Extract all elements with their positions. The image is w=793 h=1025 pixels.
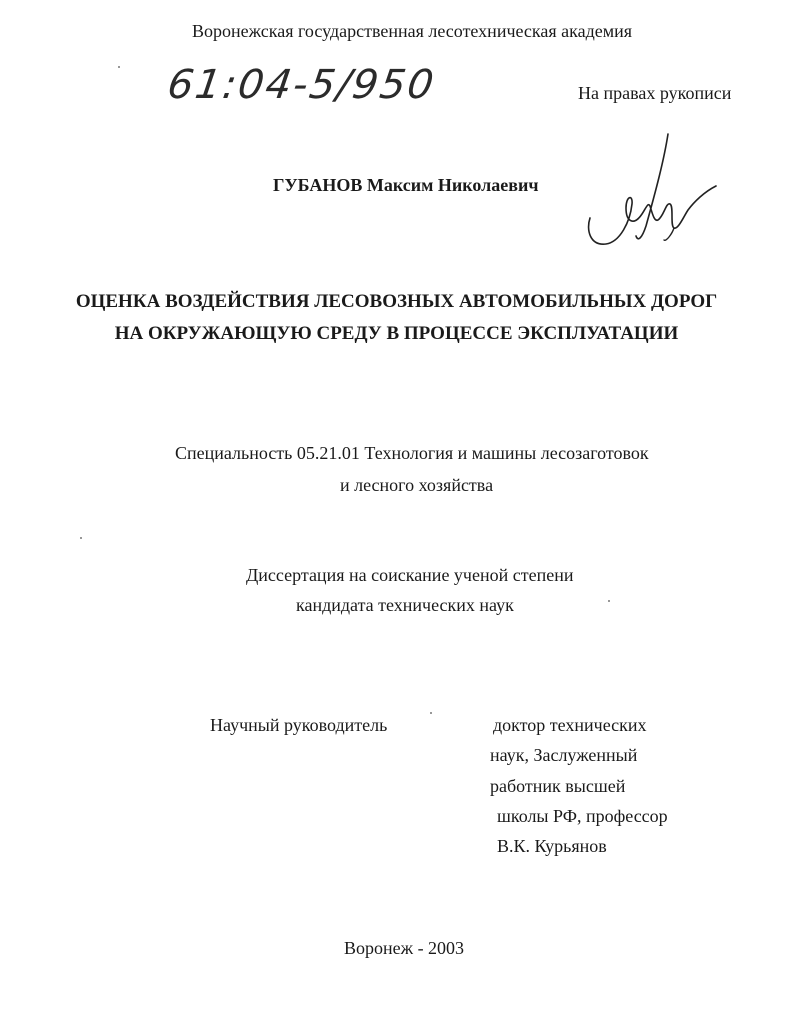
city-year: Воронеж - 2003 (344, 938, 465, 958)
supervisor-credential-line: работник высшей (490, 776, 626, 796)
author-name: ГУБАНОВ Максим Николаевич (273, 175, 539, 195)
supervisor-credential-line: доктор технических (493, 715, 647, 735)
institution-name: Воронежская государственная лесотехническая академия (192, 21, 633, 41)
rights-note: На правах рукописи (578, 83, 732, 103)
supervisor-credential-line: наук, Заслуженный (490, 745, 638, 765)
supervisor-credential-line: школы РФ, профессор (497, 806, 668, 826)
author-signature (580, 130, 730, 255)
title-line-1: ОЦЕНКА ВОЗДЕЙСТВИЯ ЛЕСОВОЗНЫХ АВТОМОБИЛЬНЫХ ДОРОГ (75, 291, 718, 312)
handwritten-archive-code: 61:04-5/950 (164, 62, 439, 108)
dissertation-line-1: Диссертация на соискание ученой степени (246, 565, 574, 585)
scan-speck (118, 66, 120, 68)
dissertation-line-2: кандидата технических наук (296, 595, 514, 615)
title-line-2: НА ОКРУЖАЮЩУЮ СРЕДУ В ПРОЦЕССЕ ЭКСПЛУАТАЦИИ (114, 323, 679, 344)
supervisor-name: В.К. Курьянов (497, 836, 607, 856)
supervisor-label: Научный руководитель (210, 715, 388, 735)
scan-speck (608, 600, 610, 602)
specialty-line-1: Специальность 05.21.01 Технология и машины лесозаготовок (175, 443, 649, 463)
scan-speck (430, 712, 432, 714)
specialty-line-2: и лесного хозяйства (340, 475, 494, 495)
scan-speck (80, 537, 82, 539)
